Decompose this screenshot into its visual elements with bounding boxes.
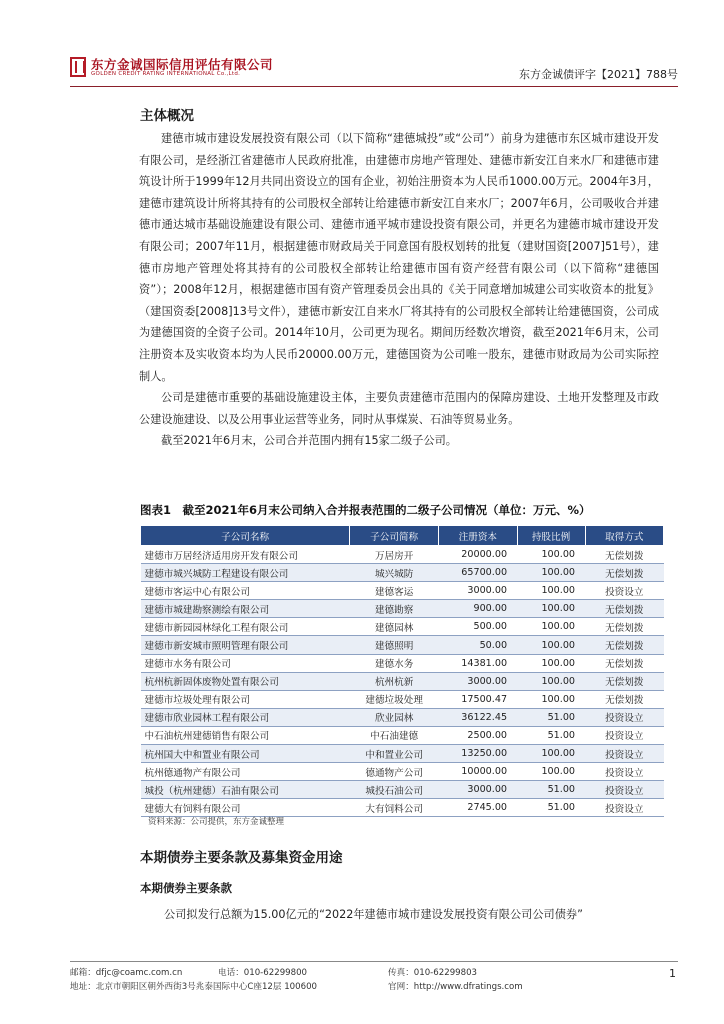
cell-abbreviation: 城兴城防 xyxy=(350,564,439,582)
table-row xyxy=(141,781,664,799)
subsection-title-main-terms: 本期债券主要条款 xyxy=(140,881,232,895)
page-footer xyxy=(70,961,678,994)
cell-company-name: 杭州国大中和置业有限公司 xyxy=(141,745,350,763)
cell-acquisition-method: 投资设立 xyxy=(585,763,663,781)
cell-company-name: 建德市垃圾处理有限公司 xyxy=(141,690,350,708)
footer-website: 官网：http://www.dfratings.com xyxy=(388,982,523,992)
cell-registered-capital: 10000.00 xyxy=(439,763,517,781)
cell-company-name: 建德市客运中心有限公司 xyxy=(141,582,350,600)
table-row xyxy=(141,690,664,708)
cell-company-name: 建德市新园园林绿化工程有限公司 xyxy=(141,618,350,636)
cell-registered-capital: 2500.00 xyxy=(439,726,517,744)
table-header-row xyxy=(141,526,664,546)
table-source-note: 资料来源：公司提供，东方金诚整理 xyxy=(148,817,285,827)
cell-acquisition-method: 投资设立 xyxy=(585,726,663,744)
company-logo-icon xyxy=(70,57,86,77)
table-body xyxy=(141,546,664,817)
cell-acquisition-method: 无偿划拨 xyxy=(585,546,663,564)
cell-registered-capital: 36122.45 xyxy=(439,708,517,726)
cell-acquisition-method: 无偿划拨 xyxy=(585,654,663,672)
table-row xyxy=(141,745,664,763)
cell-registered-capital: 50.00 xyxy=(439,636,517,654)
table-row xyxy=(141,708,664,726)
col-header-capital: 注册资本 xyxy=(439,526,517,546)
cell-acquisition-method: 投资设立 xyxy=(585,745,663,763)
cell-abbreviation: 欣业园林 xyxy=(350,708,439,726)
overview-paragraph-2: 公司是建德市重要的基础设施建设主体，主要负责建德市范围内的保障房建设、土地开发整理及市政公建设施建设、以及公用事业运营等业务，同时从事煤炭、石油等贸易业务。 xyxy=(139,391,659,426)
cell-abbreviation: 杭州杭新 xyxy=(350,672,439,690)
cell-company-name: 中石油杭州建德销售有限公司 xyxy=(141,726,350,744)
cell-registered-capital: 900.00 xyxy=(439,600,517,618)
cell-company-name: 建德市万居经济适用房开发有限公司 xyxy=(141,546,350,564)
cell-acquisition-method: 投资设立 xyxy=(585,799,663,817)
col-header-name: 子公司名称 xyxy=(141,526,350,546)
cell-acquisition-method: 投资设立 xyxy=(585,781,663,799)
table-row xyxy=(141,546,664,564)
table-row xyxy=(141,582,664,600)
document-reference: 东方金诚债评字【2021】788号 xyxy=(519,68,678,81)
footer-email: 邮箱：dfjc@coamc.com.cn xyxy=(70,968,183,978)
cell-acquisition-method: 无偿划拨 xyxy=(585,690,663,708)
table-row xyxy=(141,618,664,636)
cell-registered-capital: 13250.00 xyxy=(439,745,517,763)
page-number: 1 xyxy=(669,967,676,980)
cell-company-name: 建德市城建勘察测绘有限公司 xyxy=(141,600,350,618)
cell-shareholding: 100.00 xyxy=(517,763,585,781)
overview-paragraph-3: 截至2021年6月末，公司合并范围内拥有15家二级子公司。 xyxy=(161,434,457,448)
footer-address-row xyxy=(70,980,678,994)
cell-shareholding: 100.00 xyxy=(517,636,585,654)
cell-shareholding: 51.00 xyxy=(517,708,585,726)
cell-registered-capital: 3000.00 xyxy=(439,672,517,690)
cell-acquisition-method: 无偿划拨 xyxy=(585,564,663,582)
overview-body xyxy=(139,128,659,452)
cell-abbreviation: 建德垃圾处理 xyxy=(350,690,439,708)
cell-shareholding: 51.00 xyxy=(517,799,585,817)
cell-registered-capital: 500.00 xyxy=(439,618,517,636)
cell-abbreviation: 中和置业公司 xyxy=(350,745,439,763)
cell-abbreviation: 建德照明 xyxy=(350,636,439,654)
cell-shareholding: 100.00 xyxy=(517,654,585,672)
cell-company-name: 杭州德通物产有限公司 xyxy=(141,763,350,781)
table-row xyxy=(141,636,664,654)
table-row xyxy=(141,564,664,582)
cell-registered-capital: 3000.00 xyxy=(439,582,517,600)
cell-abbreviation: 万居房开 xyxy=(350,546,439,564)
cell-company-name: 建德市欣业园林工程有限公司 xyxy=(141,708,350,726)
section-title-overview: 主体概况 xyxy=(140,108,194,124)
cell-shareholding: 100.00 xyxy=(517,582,585,600)
cell-shareholding: 100.00 xyxy=(517,690,585,708)
cell-shareholding: 51.00 xyxy=(517,726,585,744)
bond-terms-paragraph: 公司拟发行总额为15.00亿元的“2022年建德市城市建设发展投资有限公司公司债券” xyxy=(164,908,583,921)
table-row xyxy=(141,600,664,618)
cell-shareholding: 100.00 xyxy=(517,546,585,564)
cell-acquisition-method: 无偿划拨 xyxy=(585,636,663,654)
page-header xyxy=(70,52,678,87)
cell-acquisition-method: 无偿划拨 xyxy=(585,618,663,636)
cell-registered-capital: 2745.00 xyxy=(439,799,517,817)
company-name-cn: 东方金诚国际信用评估有限公司 xyxy=(91,57,274,72)
cell-company-name: 建德市新安城市照明管理有限公司 xyxy=(141,636,350,654)
overview-paragraph-1: 建德市城市建设发展投资有限公司（以下简称“建德城投”或“公司”）前身为建德市东区城市建设开发有限公司，是经浙江省建德市人民政府批准，由建德市房地产管理处、建德市新安江自来水厂和建德市建筑设计所于1999年12月共同出资设立的国有企业，初始注册资本为人民币1000.00万元。2004年3月，建德市建筑设计所将其持有的公司股权全部转让给建德市新安江自来水厂；2007年6月，公司吸收合并建德市通达城市基础设施建设有限公司、建德市通平城市建设投资有限公司，并更名为建德市城市建设开发有限公司；2007年11月，根据建德市财政局关于同意国有股权划转的批复（建财国资[2007]51号），建德市房地产管理处将其持有的公司股权全部转让给建德市国有资产经营有限公司（以下简称“建德国资”）；2008年12月，根据建德市国有资产管理委员会出具的《关于同意增加城建公司实收资本的批复》（建国资委[2008]13号文件），建德市新安江自来水厂将其持有的公司股权全部转让给建德国资，公司成为建德国资的全资子公司。2014年10月，公司更为现名。期间历经数次增资，截至2021年6月末，公司注册资本及实收资本均为人民币20000.00万元，建德国资为公司唯一股东，建德市财政局为公司实际控制人。 xyxy=(139,132,659,383)
col-header-abbr: 子公司简称 xyxy=(350,526,439,546)
cell-abbreviation: 建德勘察 xyxy=(350,600,439,618)
cell-shareholding: 100.00 xyxy=(517,600,585,618)
cell-abbreviation: 建德水务 xyxy=(350,654,439,672)
table-row xyxy=(141,763,664,781)
table-title: 图表1 截至2021年6月末公司纳入合并报表范围的二级子公司情况（单位：万元、%） xyxy=(140,503,591,517)
table-row xyxy=(141,672,664,690)
cell-company-name: 杭州杭新固体废物处置有限公司 xyxy=(141,672,350,690)
cell-company-name: 建德大有饲料有限公司 xyxy=(141,799,350,817)
col-header-method: 取得方式 xyxy=(585,526,663,546)
cell-company-name: 城投（杭州建德）石油有限公司 xyxy=(141,781,350,799)
cell-shareholding: 51.00 xyxy=(517,781,585,799)
cell-shareholding: 100.00 xyxy=(517,672,585,690)
cell-registered-capital: 20000.00 xyxy=(439,546,517,564)
cell-abbreviation: 建德园林 xyxy=(350,618,439,636)
footer-fax: 传真：010-62299803 xyxy=(388,968,478,978)
cell-shareholding: 100.00 xyxy=(517,564,585,582)
footer-contact-row xyxy=(70,966,678,980)
cell-abbreviation: 城投石油公司 xyxy=(350,781,439,799)
cell-company-name: 建德市水务有限公司 xyxy=(141,654,350,672)
col-header-share: 持股比例 xyxy=(517,526,585,546)
cell-acquisition-method: 无偿划拨 xyxy=(585,672,663,690)
cell-registered-capital: 65700.00 xyxy=(439,564,517,582)
cell-abbreviation: 中石油建德 xyxy=(350,726,439,744)
cell-abbreviation: 建德客运 xyxy=(350,582,439,600)
section-title-bond-terms: 本期债券主要条款及募集资金用途 xyxy=(140,850,343,866)
cell-registered-capital: 17500.47 xyxy=(439,690,517,708)
cell-acquisition-method: 无偿划拨 xyxy=(585,600,663,618)
company-name-en: GOLDEN CREDIT RATING INTERNATIONAL Co.,Ltd. xyxy=(91,71,241,77)
subsidiaries-table xyxy=(140,525,664,817)
cell-company-name: 建德市城兴城防工程建设有限公司 xyxy=(141,564,350,582)
cell-acquisition-method: 投资设立 xyxy=(585,708,663,726)
footer-address: 地址：北京市朝阳区朝外西街3号兆泰国际中心C座12层 100600 xyxy=(70,982,318,992)
table-row xyxy=(141,726,664,744)
cell-acquisition-method: 投资设立 xyxy=(585,582,663,600)
cell-shareholding: 100.00 xyxy=(517,618,585,636)
cell-abbreviation: 大有饲料公司 xyxy=(350,799,439,817)
table-row xyxy=(141,654,664,672)
footer-tel: 电话：010-62299800 xyxy=(218,968,308,978)
cell-registered-capital: 3000.00 xyxy=(439,781,517,799)
cell-abbreviation: 德通物产公司 xyxy=(350,763,439,781)
cell-registered-capital: 14381.00 xyxy=(439,654,517,672)
cell-shareholding: 100.00 xyxy=(517,745,585,763)
